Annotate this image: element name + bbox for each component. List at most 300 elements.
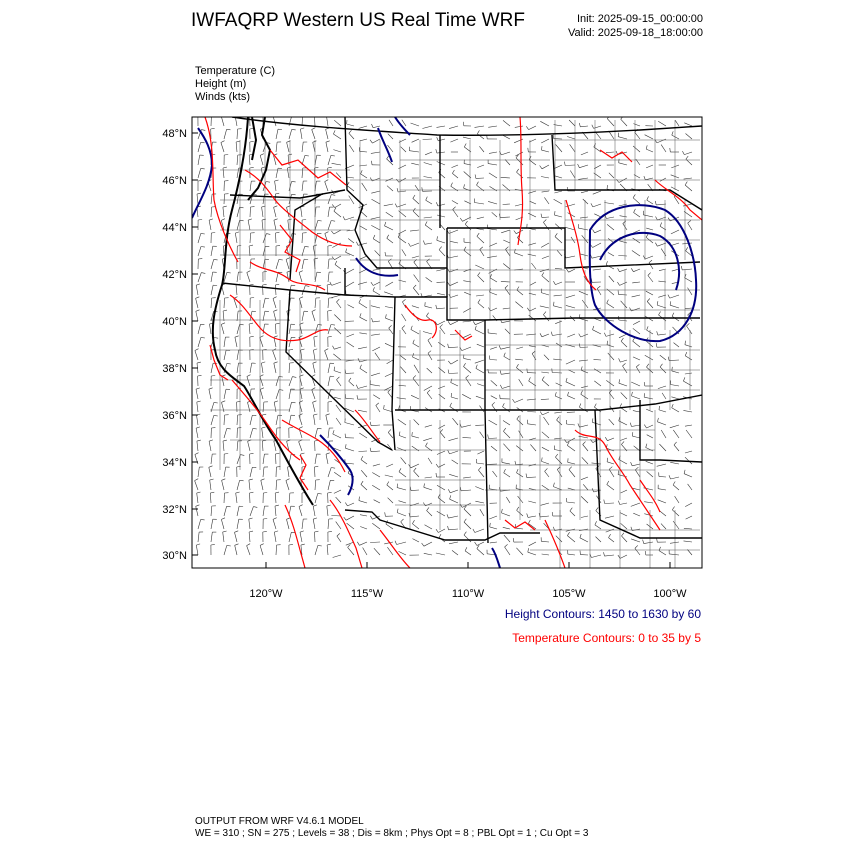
wind-barb bbox=[375, 353, 380, 360]
wind-barb bbox=[632, 464, 640, 466]
wind-barb-flag bbox=[260, 388, 264, 390]
wind-barb bbox=[686, 134, 693, 140]
wind-barb bbox=[516, 548, 523, 555]
wind-barb-flag bbox=[301, 453, 305, 454]
wind-barb-flag bbox=[196, 505, 200, 507]
wind-barb bbox=[197, 402, 198, 412]
wind-barb bbox=[646, 409, 653, 412]
wind-barb bbox=[635, 470, 640, 477]
wind-barb bbox=[502, 462, 510, 464]
wind-barb bbox=[671, 243, 679, 246]
wind-barb bbox=[397, 542, 406, 545]
wind-barb bbox=[348, 503, 355, 506]
wind-barb-flag bbox=[517, 287, 519, 290]
wind-barb bbox=[387, 238, 393, 243]
wind-barb-flag bbox=[221, 141, 225, 143]
wind-barb bbox=[423, 438, 432, 441]
wind-barb bbox=[540, 516, 549, 517]
wind-barb bbox=[672, 269, 679, 271]
wind-barb bbox=[556, 145, 562, 153]
wind-barb bbox=[359, 333, 367, 334]
wind-barb bbox=[211, 532, 212, 542]
wind-barb bbox=[398, 237, 406, 243]
wind-barb bbox=[334, 472, 341, 477]
wind-barb bbox=[195, 455, 198, 465]
wind-barb bbox=[384, 542, 393, 544]
wind-barb bbox=[263, 311, 265, 321]
wind-barb-flag bbox=[249, 479, 253, 480]
wind-barb bbox=[633, 124, 640, 126]
wind-barb-flag bbox=[333, 430, 334, 434]
wind-barb bbox=[237, 519, 239, 529]
wind-barb bbox=[359, 303, 367, 308]
wind-barb bbox=[325, 351, 328, 360]
wind-barb bbox=[646, 291, 653, 295]
wind-barb bbox=[528, 213, 536, 217]
wind-barb-flag bbox=[399, 432, 400, 436]
wind-barb bbox=[515, 399, 523, 403]
wind-barb bbox=[607, 289, 614, 295]
wind-barb-flag bbox=[388, 429, 391, 432]
wind-barb bbox=[345, 217, 354, 220]
wind-barb bbox=[388, 134, 393, 139]
wind-barb bbox=[526, 334, 536, 335]
wind-barb-flag bbox=[685, 182, 687, 185]
wind-barb-flag bbox=[477, 182, 479, 186]
wind-barb bbox=[287, 519, 290, 529]
wind-barb bbox=[515, 302, 523, 308]
wind-barb bbox=[452, 550, 458, 555]
wind-barb bbox=[544, 417, 550, 425]
wind-barb bbox=[580, 126, 588, 127]
wind-barb-flag bbox=[276, 245, 280, 246]
wind-barb bbox=[672, 371, 679, 373]
wind-barb-flag bbox=[332, 257, 334, 260]
wind-barb bbox=[198, 532, 199, 542]
wind-barb-flag bbox=[541, 214, 542, 218]
wind-barb bbox=[209, 389, 211, 399]
wind-barb-flag bbox=[450, 495, 451, 499]
wind-barb-flag bbox=[464, 519, 466, 522]
wind-barb-flag bbox=[551, 332, 552, 336]
wind-barb-flag bbox=[552, 512, 553, 516]
wind-barb-flag bbox=[328, 492, 332, 493]
wind-barb bbox=[398, 419, 406, 425]
wind-barb bbox=[299, 402, 302, 412]
wind-barb bbox=[276, 259, 279, 269]
wind-barb bbox=[333, 150, 341, 152]
wind-barb bbox=[312, 390, 315, 399]
wind-barb-flag bbox=[428, 351, 431, 354]
wind-barb-flag bbox=[460, 218, 462, 221]
wind-barb bbox=[411, 395, 419, 399]
wind-barb bbox=[276, 142, 277, 152]
wind-barb bbox=[528, 191, 536, 193]
wind-barb bbox=[386, 464, 393, 467]
wind-barb bbox=[300, 389, 302, 399]
wind-barb-flag bbox=[465, 221, 467, 224]
wind-barb-flag bbox=[645, 551, 646, 555]
wind-barb bbox=[542, 380, 549, 386]
wind-barb bbox=[399, 501, 407, 503]
lat-label: 44°N bbox=[162, 222, 187, 234]
wind-barb bbox=[596, 537, 602, 542]
wind-barb bbox=[583, 199, 588, 204]
wind-barb-flag bbox=[349, 130, 352, 133]
wind-barb-flag bbox=[505, 285, 508, 288]
wind-barb bbox=[607, 224, 614, 230]
wind-barb-flag bbox=[597, 286, 600, 289]
wind-barb-flag bbox=[299, 297, 303, 299]
wind-barb bbox=[449, 373, 458, 374]
wind-barb-flag bbox=[227, 272, 231, 273]
wind-barb bbox=[437, 126, 446, 127]
wind-barb-flag bbox=[337, 377, 340, 380]
wind-barb-flag bbox=[659, 406, 660, 410]
wind-barb bbox=[492, 405, 497, 412]
wind-barb-flag bbox=[683, 377, 685, 381]
wind-barb bbox=[595, 132, 601, 139]
wind-barb-flag bbox=[344, 517, 346, 520]
wind-barb-flag bbox=[413, 340, 415, 344]
wind-barb bbox=[358, 347, 367, 349]
wind-barb bbox=[552, 334, 562, 336]
lat-label: 34°N bbox=[162, 457, 187, 469]
wind-barb-flag bbox=[327, 284, 331, 285]
wind-barb bbox=[515, 152, 523, 156]
wind-barb bbox=[334, 211, 341, 217]
wind-barb bbox=[328, 298, 329, 308]
wind-barb-flag bbox=[314, 414, 318, 415]
wind-barb-flag bbox=[448, 526, 449, 530]
wind-barb-flag bbox=[195, 479, 199, 481]
wind-barb-flag bbox=[555, 211, 556, 215]
wind-barb bbox=[530, 282, 536, 285]
wind-barb bbox=[657, 464, 666, 466]
wind-barb bbox=[647, 435, 653, 438]
wind-barb bbox=[503, 308, 510, 309]
wind-barb-flag bbox=[201, 519, 205, 520]
wind-barb bbox=[661, 430, 666, 438]
wind-barb-flag bbox=[463, 122, 464, 126]
wind-barb-flag bbox=[197, 492, 201, 493]
wind-barb-flag bbox=[326, 453, 330, 454]
wind-barb-flag bbox=[274, 219, 278, 220]
wind-barb bbox=[413, 288, 419, 295]
wind-barb-flag bbox=[250, 492, 254, 493]
wind-barb-flag bbox=[211, 376, 215, 377]
wind-barb-flag bbox=[262, 427, 266, 428]
wind-barb bbox=[397, 488, 406, 490]
wind-barb-flag bbox=[333, 346, 335, 350]
wind-barb bbox=[555, 176, 562, 178]
wind-barb bbox=[289, 324, 291, 334]
wind-barb bbox=[540, 121, 549, 126]
wind-barb-flag bbox=[553, 483, 554, 487]
wind-barb bbox=[372, 473, 380, 478]
wind-barb bbox=[370, 542, 380, 543]
wind-barb bbox=[554, 306, 563, 308]
wind-barb-flag bbox=[543, 312, 546, 315]
wind-barb-flag bbox=[209, 466, 213, 468]
wind-barb-flag bbox=[260, 154, 264, 156]
wind-barb bbox=[428, 353, 432, 360]
wind-barb bbox=[620, 503, 627, 505]
wind-barb bbox=[337, 536, 341, 542]
wind-barb-flag bbox=[196, 284, 200, 285]
wind-barb bbox=[348, 305, 355, 308]
wind-barb-flag bbox=[360, 365, 362, 369]
wind-barb bbox=[452, 201, 458, 205]
wind-barb-flag bbox=[480, 247, 483, 250]
wind-barb bbox=[684, 474, 692, 477]
map-title: IWFAQRP Western US Real Time WRF bbox=[191, 10, 525, 31]
wind-barb-flag bbox=[506, 247, 509, 250]
wind-barb bbox=[300, 129, 302, 139]
wind-barb bbox=[299, 272, 302, 282]
wind-barb bbox=[660, 355, 666, 360]
wind-barb bbox=[250, 233, 251, 243]
wind-barb bbox=[373, 464, 380, 466]
wind-barb-flag bbox=[328, 167, 332, 168]
wind-barb bbox=[542, 345, 549, 347]
wind-barb bbox=[631, 539, 640, 542]
wind-barb bbox=[555, 457, 562, 464]
wind-barb bbox=[399, 436, 406, 439]
wind-barb-flag bbox=[414, 468, 417, 471]
wind-barb bbox=[373, 239, 380, 243]
wind-barb bbox=[260, 389, 263, 399]
wind-barb bbox=[437, 152, 445, 153]
wind-barb bbox=[461, 490, 471, 491]
wind-barb bbox=[570, 511, 575, 516]
wind-barb bbox=[451, 383, 458, 387]
wind-barb-flag bbox=[328, 531, 332, 532]
wind-barb bbox=[554, 412, 562, 413]
wind-barb-flag bbox=[249, 323, 253, 324]
wind-barb-flag bbox=[623, 363, 626, 366]
wind-barb bbox=[579, 318, 588, 321]
wind-barb bbox=[688, 484, 692, 490]
wind-barb bbox=[685, 451, 692, 453]
init-time: Init: 2025-09-15_00:00:00 bbox=[577, 13, 703, 25]
wind-barb bbox=[370, 384, 380, 386]
wind-barb bbox=[372, 139, 380, 143]
wind-barb bbox=[299, 416, 302, 426]
wind-barb-flag bbox=[250, 336, 254, 337]
wind-barb-flag bbox=[542, 146, 543, 150]
wind-barb-flag bbox=[221, 323, 225, 325]
wind-barb-flag bbox=[593, 326, 594, 330]
wind-barb-flag bbox=[357, 542, 359, 546]
wind-barb-flag bbox=[647, 364, 649, 367]
wind-barb bbox=[606, 152, 614, 153]
wind-barb-flag bbox=[540, 166, 542, 169]
map-frame bbox=[192, 117, 702, 568]
wind-barb-flag bbox=[464, 144, 466, 148]
wind-barb-flag bbox=[198, 375, 202, 376]
wind-barb bbox=[528, 424, 536, 425]
wind-barb-flag bbox=[326, 128, 330, 130]
wind-barb bbox=[580, 254, 588, 256]
wind-barb bbox=[503, 444, 510, 451]
wind-barb bbox=[249, 532, 250, 542]
wind-barb bbox=[289, 389, 291, 399]
wind-barb bbox=[528, 243, 536, 245]
wind-barb bbox=[477, 549, 484, 555]
wind-barb bbox=[414, 275, 419, 282]
wind-barb bbox=[440, 432, 445, 438]
wind-barb-flag bbox=[266, 234, 270, 235]
wind-barb bbox=[224, 298, 225, 308]
wind-barb bbox=[237, 506, 239, 516]
wind-barb bbox=[618, 137, 627, 139]
wind-barb-flag bbox=[326, 414, 330, 415]
wind-barb bbox=[516, 528, 524, 529]
wind-barb-flag bbox=[670, 301, 671, 305]
wind-barb bbox=[325, 234, 328, 244]
wind-barb bbox=[477, 451, 484, 454]
wind-barb bbox=[315, 272, 317, 282]
wind-barb-flag bbox=[682, 151, 684, 155]
wind-barb bbox=[336, 418, 341, 425]
wind-barb bbox=[505, 547, 510, 555]
wind-barb bbox=[449, 542, 458, 544]
wind-barb bbox=[633, 198, 640, 204]
wind-barb-flag bbox=[504, 469, 506, 473]
wind-barb bbox=[224, 350, 226, 360]
wind-barb-flag bbox=[327, 115, 331, 116]
wind-barb bbox=[424, 163, 432, 166]
wind-barb-flag bbox=[370, 140, 372, 143]
wind-barb-flag bbox=[289, 544, 293, 545]
wind-barb bbox=[450, 490, 458, 493]
wind-barb-flag bbox=[466, 375, 469, 378]
wind-barb-flag bbox=[635, 467, 638, 470]
wind-barb bbox=[605, 516, 614, 518]
wind-barb bbox=[632, 396, 641, 399]
wind-barb-flag bbox=[555, 454, 557, 457]
wind-barb bbox=[263, 259, 265, 269]
wind-barb-flag bbox=[672, 131, 673, 135]
wind-barb-flag bbox=[646, 234, 648, 237]
wind-barb bbox=[685, 345, 692, 347]
wind-barb-flag bbox=[388, 389, 391, 392]
wind-barb-flag bbox=[221, 518, 225, 520]
wind-barb-flag bbox=[313, 401, 317, 403]
wind-barb bbox=[644, 502, 653, 503]
wind-barb bbox=[515, 359, 523, 360]
wind-barb-flag bbox=[437, 137, 439, 141]
wind-barb bbox=[553, 138, 562, 139]
wind-barb bbox=[209, 220, 211, 230]
wind-barb-flag bbox=[253, 507, 257, 508]
wind-barb bbox=[607, 485, 614, 491]
lon-label: 110°W bbox=[451, 588, 485, 600]
wind-barb-flag bbox=[543, 220, 546, 223]
wind-barb-flag bbox=[517, 169, 519, 172]
wind-barb bbox=[619, 320, 627, 321]
lon-label: 100°W bbox=[653, 588, 687, 600]
wind-barb bbox=[198, 324, 201, 334]
temperature-field-label: Temperature (C) bbox=[195, 65, 276, 77]
wind-barb-flag bbox=[668, 218, 670, 221]
wind-barb bbox=[413, 357, 420, 360]
wind-barb bbox=[489, 173, 497, 178]
wind-barb bbox=[223, 311, 224, 321]
wind-barb-flag bbox=[372, 318, 373, 322]
wind-barb bbox=[506, 249, 511, 256]
wind-barb-flag bbox=[331, 468, 335, 469]
wind-barb bbox=[488, 201, 497, 204]
wind-barb bbox=[360, 368, 367, 373]
wind-barb bbox=[385, 307, 393, 309]
wind-barb bbox=[493, 471, 498, 477]
wind-barb-flag bbox=[300, 531, 304, 532]
wind-barb bbox=[670, 462, 679, 464]
wind-barb bbox=[504, 535, 510, 542]
wind-barb-flag bbox=[198, 180, 202, 181]
wind-barb bbox=[372, 347, 380, 351]
wind-barb-flag bbox=[331, 221, 335, 222]
wind-barb bbox=[402, 328, 406, 334]
wind-barb bbox=[527, 477, 536, 478]
wind-barb bbox=[503, 431, 510, 438]
wind-barb-flag bbox=[263, 519, 267, 520]
wind-barb bbox=[287, 168, 289, 178]
wind-barb bbox=[632, 282, 640, 283]
wind-barb bbox=[424, 217, 432, 218]
wind-barb-flag bbox=[292, 402, 296, 403]
wind-barb bbox=[449, 474, 458, 477]
wind-barb bbox=[371, 152, 380, 153]
wind-barb bbox=[476, 295, 484, 296]
wind-barb-flag bbox=[337, 299, 340, 302]
wind-barb bbox=[275, 285, 276, 295]
wind-barb bbox=[674, 343, 680, 347]
wind-barb bbox=[400, 356, 406, 361]
wind-barb-flag bbox=[670, 148, 671, 152]
wind-barb-flag bbox=[687, 323, 690, 326]
wind-barb bbox=[315, 454, 317, 464]
wind-barb bbox=[489, 243, 497, 246]
latitude-labels bbox=[162, 128, 187, 562]
wind-barb bbox=[397, 398, 406, 399]
wind-barb bbox=[263, 194, 265, 204]
wind-barb-flag bbox=[505, 544, 508, 547]
wind-barb bbox=[685, 425, 692, 426]
wind-barb bbox=[337, 380, 342, 386]
wind-barb bbox=[224, 415, 225, 425]
wind-barb bbox=[505, 329, 510, 334]
wind-barb bbox=[412, 524, 419, 529]
wind-barb-flag bbox=[224, 454, 228, 455]
wind-barb bbox=[326, 415, 328, 425]
wind-barb-flag bbox=[633, 194, 635, 197]
wind-barb bbox=[398, 230, 406, 234]
wind-barb bbox=[544, 197, 549, 204]
wind-barb bbox=[262, 220, 263, 230]
wind-barb-flag bbox=[210, 479, 214, 480]
wind-barb bbox=[686, 430, 692, 438]
wind-barb bbox=[425, 152, 432, 155]
wind-barb bbox=[621, 490, 627, 493]
wind-barb-flag bbox=[359, 497, 360, 501]
wind-barb bbox=[222, 480, 224, 490]
wind-barb bbox=[645, 135, 653, 139]
wind-barb-flag bbox=[644, 425, 646, 428]
wind-barb-flag bbox=[513, 399, 515, 402]
